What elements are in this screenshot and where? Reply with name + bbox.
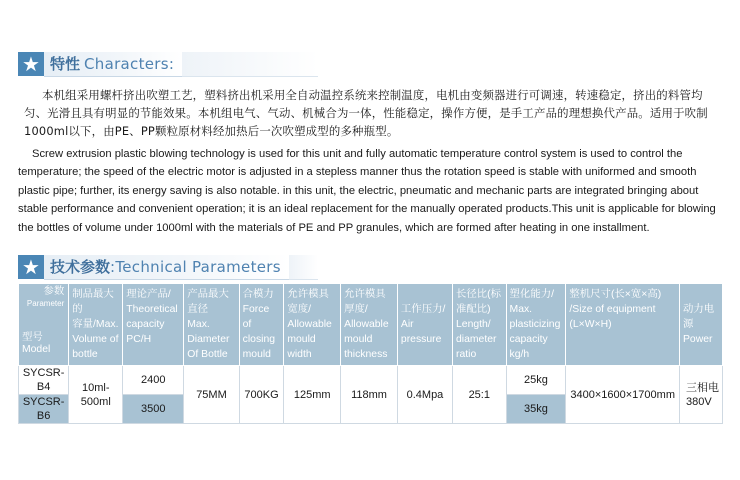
header-plasticizing: 塑化能力/ Max. plasticizing capacity kg/h: [506, 284, 566, 366]
header-mould-width: 允许模具宽度/ Allowable mould width: [284, 284, 341, 366]
header-pressure: 工作压力/ Air pressure: [397, 284, 452, 366]
technical-header: [18, 255, 318, 279]
characters-title-cn: 特性: [50, 55, 81, 73]
volume-cell: 10ml-500ml: [69, 366, 123, 424]
table-row: [19, 366, 723, 395]
specs-table: [18, 283, 723, 424]
corner-model-cn: 型号: [22, 332, 43, 343]
characters-header: [18, 52, 318, 76]
header-diameter: 产品最大直径 Max. Diameter Of Bottle: [184, 284, 239, 366]
plasticizing-cell: 25kg: [506, 366, 566, 395]
mould-width-cell: 125mm: [284, 366, 341, 424]
capacity-cell: 2400: [123, 366, 184, 395]
header-volume: 制品最大的 容量/Max. Volume of bottle: [69, 284, 123, 366]
ratio-cell: 25:1: [453, 366, 507, 424]
capacity-cell: 3500: [123, 395, 184, 424]
force-cell: 700KG: [239, 366, 284, 424]
model-cell: SYCSR-B6: [19, 395, 69, 424]
mould-thickness-cell: 118mm: [341, 366, 398, 424]
model-cell: SYCSR-B4: [19, 366, 69, 395]
size-cell: 3400×1600×1700mm: [566, 366, 680, 424]
header-size: 整机尺寸(长×宽×高) /Size of equipment (L×W×H): [566, 284, 680, 366]
header-capacity: 理论产品/ Theoretical capacity PC/H: [123, 284, 184, 366]
header-mould-thickness: 允许模具厚度/ Allowable mould thickness: [341, 284, 398, 366]
table-header-row: [19, 284, 723, 366]
header-rule: [289, 255, 318, 280]
pressure-cell: 0.4Mpa: [397, 366, 452, 424]
technical-title-cn: 技术参数: [50, 258, 111, 276]
corner-param-en: Parameter: [26, 299, 65, 308]
corner-model-en: Model: [22, 344, 51, 355]
characters-paragraph-en: Screw extrusion plastic blowing technology is used for this unit and fully automatic temperature control system is used to control the temperature; the speed of the electric motor is adjusted in a stepless manner thus the rotation speed is stable with uniformed and smooth plastic pipe; further, its energy saving is also notable. in this unit, the electric, pneumatic and mechanic parts are integrated bringing about stable performance and convenient operation; it is an ideal replacement for the manually operated products.This unit is applicable for blowing the bottles of volume under 1000ml with the materials of PE and PP granules, which are formed after heating in one installment.: [18, 148, 716, 234]
plasticizing-cell: 35kg: [506, 395, 566, 424]
header-force: 合模力 Force of closing mould: [239, 284, 284, 366]
characters-title: [44, 52, 182, 77]
corner-header: [19, 284, 69, 366]
characters-title-en: Characters:: [84, 54, 175, 73]
power-cell: 三相电380V: [679, 366, 722, 424]
header-power: 动力电源 Power: [679, 284, 722, 366]
technical-title: [44, 255, 289, 280]
header-rule: [182, 52, 318, 77]
diameter-cell: 75MM: [184, 366, 239, 424]
header-ratio: 长径比(标准配比) Length/ diameter ratio: [453, 284, 507, 366]
star-icon: ★: [18, 255, 44, 279]
characters-paragraph-cn: 本机组采用螺杆挤出吹塑工艺，塑料挤出机采用全自动温控系统来控制温度，电机由变频器进行可调速，转速稳定，挤出的料管均匀、光滑且具有明显的节能效果。本机组电气、气动、机械合为一体，性能稳定，操作方便，是手工产品的理想换代产品。适用于吹制1000ml以下，由PE、PP颗粒原材料经加热后一次吹塑成型的多种瓶型。: [24, 88, 708, 138]
star-icon: ★: [18, 52, 44, 76]
corner-param-cn: 参数: [43, 286, 65, 297]
technical-title-en: :Technical Parameters: [110, 257, 281, 276]
